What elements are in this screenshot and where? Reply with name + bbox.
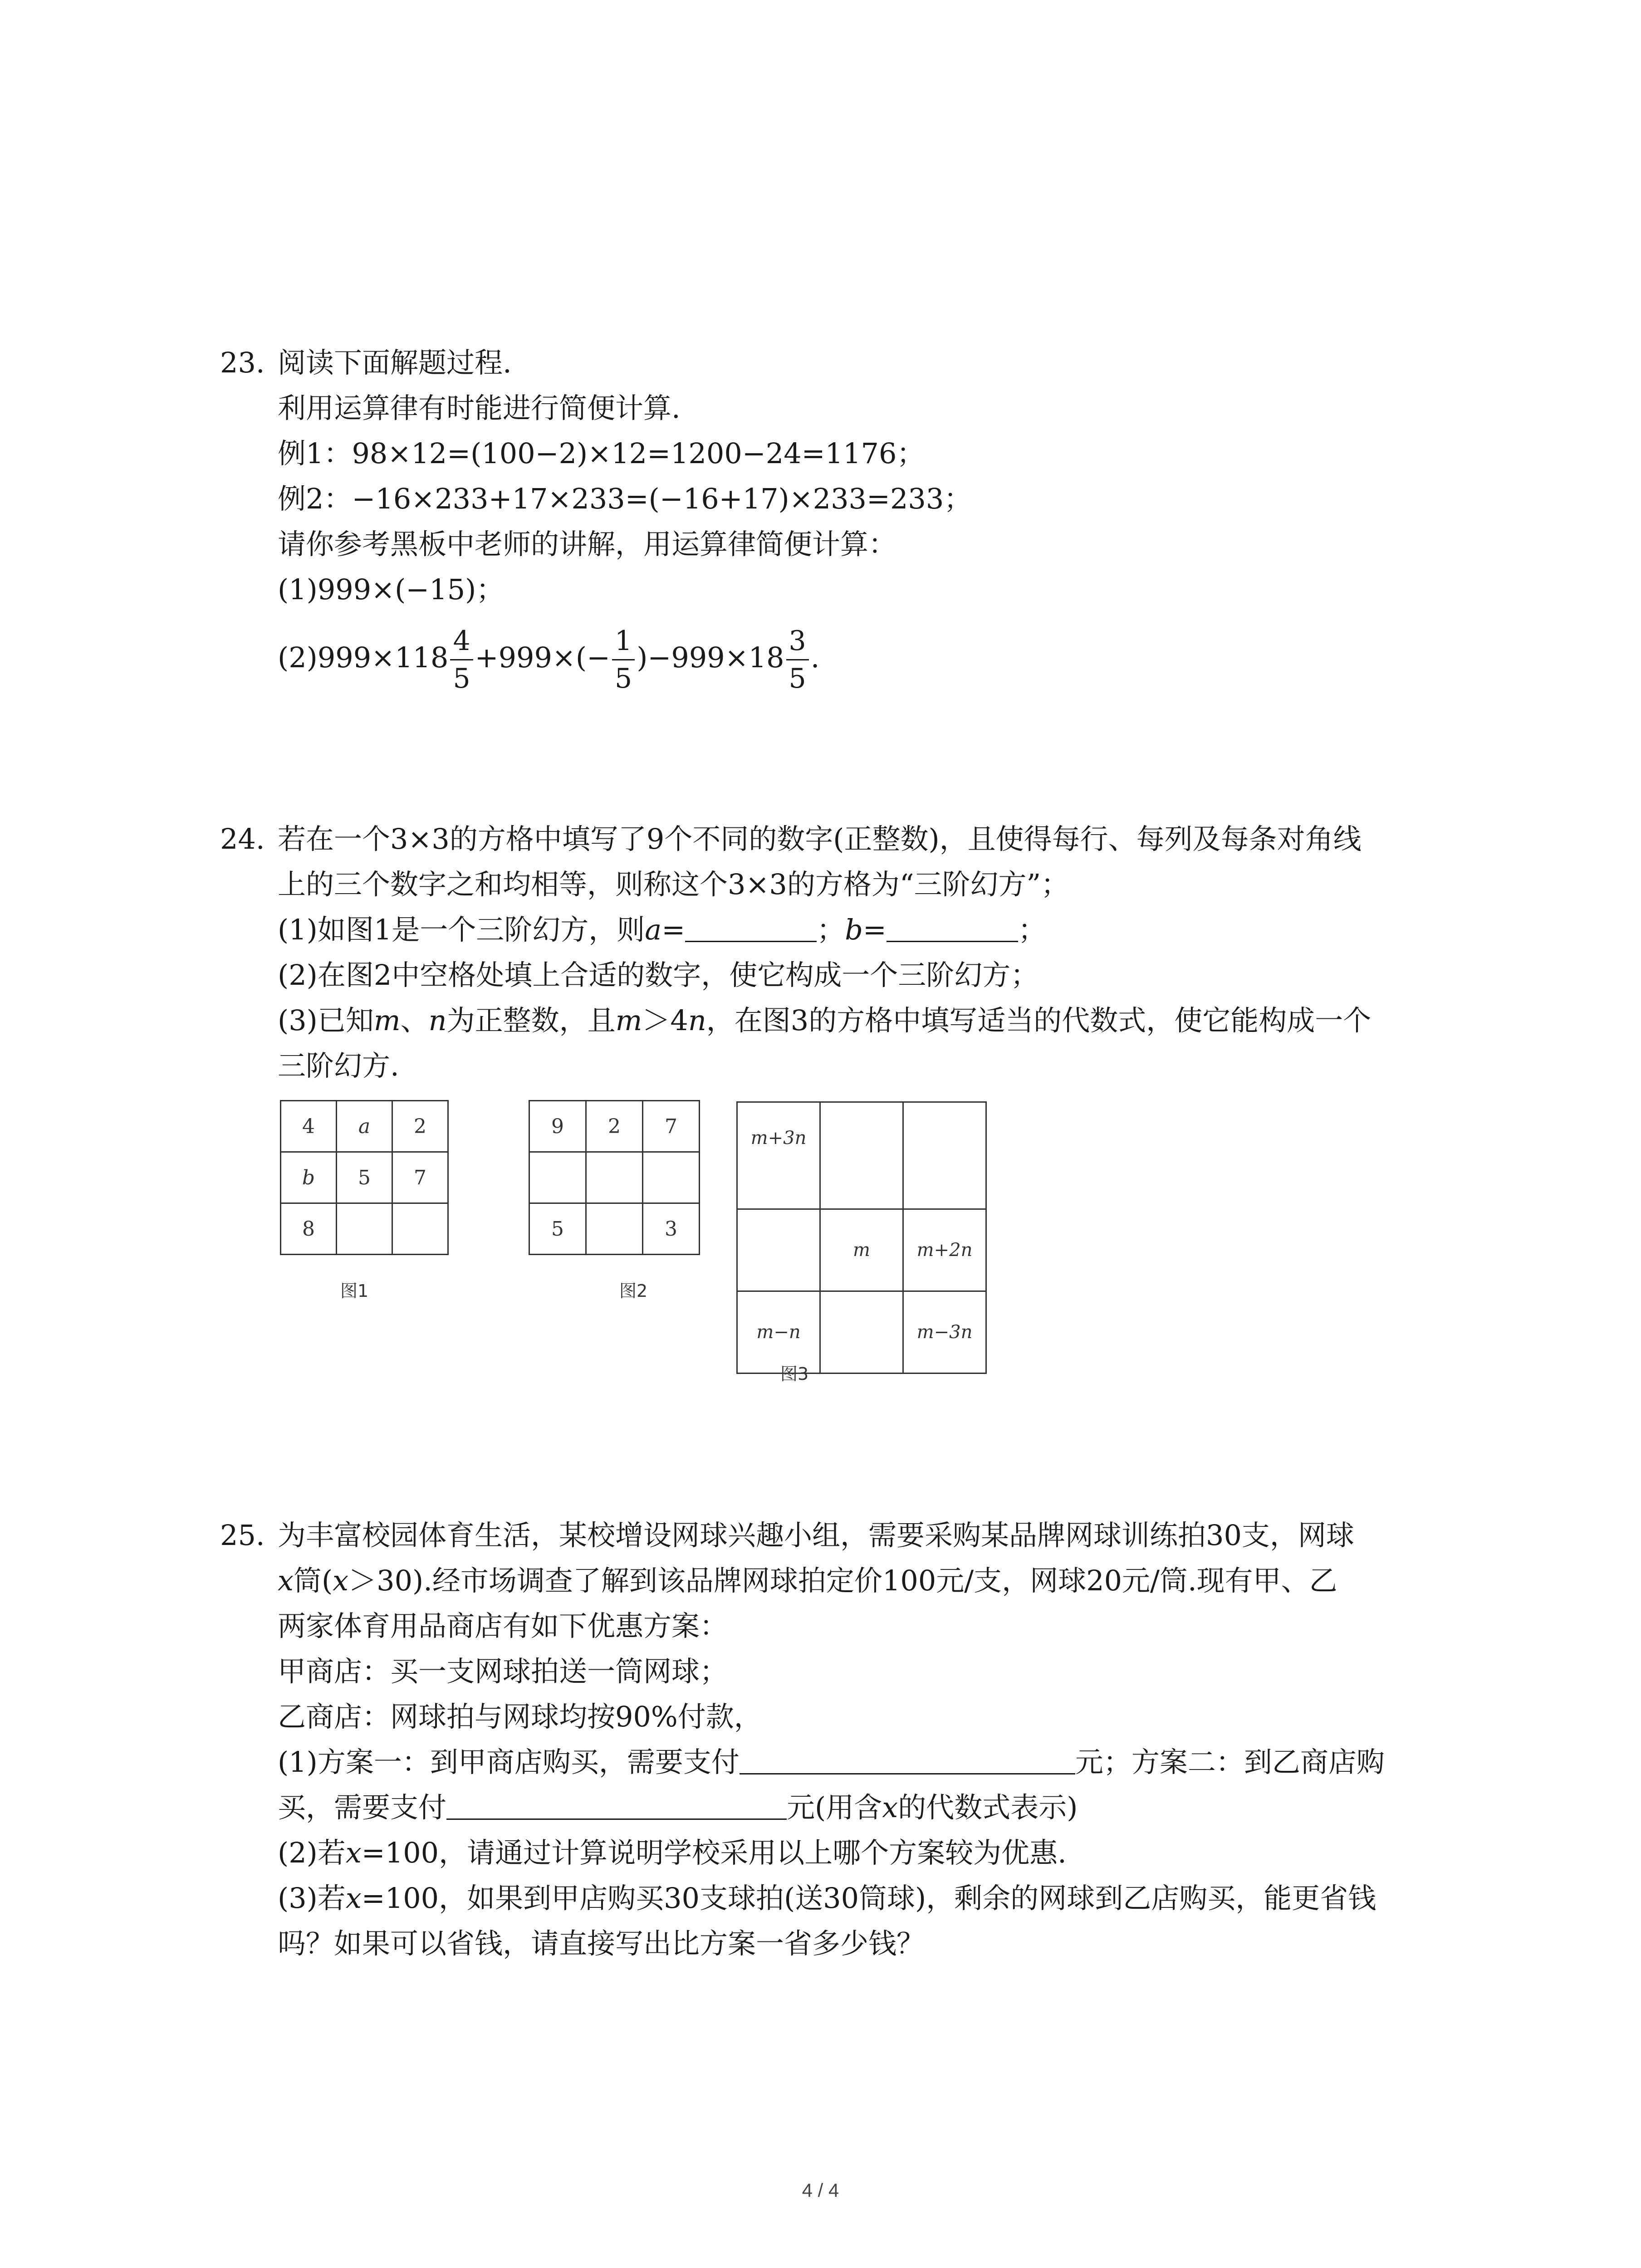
q25-shop-a: 甲商店：买一支网球拍送一筒网球； <box>278 1655 728 1688</box>
q25-text-2d: ＞30).经市场调查了解到该品牌网球拍定价100元/支，网球20元/筒.现有甲、乙 <box>348 1564 1337 1597</box>
q23-number: 23. <box>220 346 265 379</box>
answer-blank-plan-1[interactable] <box>740 1746 1075 1774</box>
q25-line-2 <box>220 1558 1463 1603</box>
fig1-cell: 5 <box>337 1152 392 1203</box>
q25-part-3 <box>220 1876 1463 1921</box>
fig3-cell <box>820 1102 903 1209</box>
variable-a: a <box>645 913 662 946</box>
fig3-cell: m−n <box>737 1291 820 1374</box>
fig1-cell: 7 <box>392 1152 448 1203</box>
fig1-cell: a <box>337 1101 392 1152</box>
variable-x: x <box>882 1791 898 1824</box>
fraction-denominator: 5 <box>789 663 806 695</box>
figure-2-caption: 图2 <box>619 1281 648 1301</box>
q23-instruction: 请你参考黑板中老师的讲解，用运算律简便计算： <box>278 528 897 561</box>
q24-p1-text: (1)如图1是一个三阶幻方，则 <box>278 913 645 946</box>
q24-p1-eq: = <box>661 913 686 946</box>
q23-title-line <box>220 340 1463 386</box>
q25-text-1: 为丰富校园体育生活，某校增设网球兴趣小组，需要采购某品牌网球训练拍30支，网球 <box>278 1519 1354 1552</box>
q24-p3-text-c: 为正整数，且 <box>446 1004 616 1037</box>
q25-p1-text-b: 元；方案二：到乙商店购 <box>1075 1745 1385 1779</box>
q25-p1-text-e: 的代数式表示) <box>898 1791 1078 1824</box>
q25-line-3: 两家体育用品商店有如下优惠方案： <box>278 1609 728 1642</box>
variable-x: x <box>345 1882 362 1915</box>
fraction-3-5 <box>786 625 809 695</box>
figure-1-caption: 图1 <box>340 1281 369 1301</box>
q23-example-2: 例2：−16×233+17×233=(−16+17)×233=233； <box>278 482 972 515</box>
q24-part-2: (2)在图2中空格处填上合适的数字，使它构成一个三阶幻方； <box>278 958 1039 992</box>
answer-blank-a[interactable] <box>685 914 817 942</box>
q25-p3-text-b: =100，如果到甲店购买30支球拍(送30筒球)，剩余的网球到乙店购买，能更省钱 <box>361 1882 1376 1915</box>
fig1-cell <box>337 1203 392 1255</box>
fig1-cell <box>392 1203 448 1255</box>
q25-p2-text-b: =100，请通过计算说明学校采用以上哪个方案较为优惠. <box>361 1836 1067 1869</box>
q23-example-1: 例1：98×12=(100−2)×12=1200−24=1176； <box>278 437 925 470</box>
q23-p2-text-c: )−999×18 <box>637 641 784 674</box>
q25-p1-text-a: (1)方案一：到甲商店购买，需要支付 <box>278 1745 740 1779</box>
q25-number: 25. <box>220 1519 265 1552</box>
fig1-cell: b <box>281 1152 337 1203</box>
q25-shop-b: 乙商店：网球拍与网球均按90%付款， <box>278 1700 762 1733</box>
answer-blank-b[interactable] <box>887 914 1018 942</box>
q24-part-1 <box>220 907 1463 953</box>
q24-line-1 <box>220 816 1463 862</box>
question-24 <box>220 816 1463 1089</box>
q23-p2-end: . <box>810 641 820 674</box>
fig2-cell <box>586 1152 643 1203</box>
fig3-cell: m+2n <box>903 1209 986 1291</box>
fig1-cell: 8 <box>281 1203 337 1255</box>
variable-m: m <box>615 1004 642 1037</box>
q23-p2-text-b: +999×(− <box>475 641 611 674</box>
question-23 <box>220 340 1463 703</box>
fig3-cell <box>903 1102 986 1209</box>
fig3-cell <box>737 1209 820 1291</box>
q24-line-2: 上的三个数字之和均相等，则称这个3×3的方格为“三阶幻方”； <box>278 868 1069 901</box>
fig2-cell: 7 <box>643 1101 700 1152</box>
fig2-cell: 9 <box>529 1101 586 1152</box>
fig3-cell <box>820 1291 903 1374</box>
fig1-cell: 4 <box>281 1101 337 1152</box>
q23-part-2 <box>220 612 1463 703</box>
q24-p3-text-b: 、 <box>400 1004 429 1037</box>
q25-text-2b: 筒( <box>293 1564 333 1597</box>
fig2-cell: 3 <box>643 1203 700 1255</box>
fig2-cell: 2 <box>586 1101 643 1152</box>
q24-part-3-cont: 三阶幻方. <box>278 1049 399 1082</box>
q24-part-3 <box>220 998 1463 1043</box>
figure-3-caption: 图3 <box>780 1364 809 1384</box>
question-25 <box>220 1513 1463 1966</box>
q25-p3-text-a: (3)若 <box>278 1882 346 1915</box>
q24-text-1: 若在一个3×3的方格中填写了9个不同的数字(正整数)，且使得每行、每列及每条对角线 <box>278 822 1362 855</box>
fraction-numerator: 4 <box>450 627 473 660</box>
fig3-cell: m <box>820 1209 903 1291</box>
page-number: 4 / 4 <box>802 2180 839 2201</box>
fraction-4-5 <box>450 625 473 695</box>
variable-x: x <box>333 1564 349 1597</box>
variable-n: n <box>428 1004 447 1037</box>
fraction-numerator: 3 <box>786 627 809 660</box>
q23-p2-text-a: (2)999×118 <box>278 641 449 674</box>
q25-part-3-cont: 吗？如果可以省钱，请直接写出比方案一省多少钱？ <box>278 1927 925 1960</box>
q24-number: 24. <box>220 822 265 855</box>
fraction-numerator: 1 <box>612 627 635 660</box>
q25-line-1 <box>220 1513 1463 1558</box>
fig2-cell <box>586 1203 643 1255</box>
fraction-1-5 <box>612 625 635 695</box>
fig2-cell <box>529 1152 586 1203</box>
figure-3-magic-square <box>736 1101 987 1374</box>
fraction-denominator: 5 <box>453 663 470 695</box>
q23-intro: 利用运算律有时能进行简便计算. <box>278 391 681 425</box>
variable-x: x <box>278 1564 294 1597</box>
fig1-cell: 2 <box>392 1101 448 1152</box>
q23-part-1: (1)999×(−15)； <box>278 573 505 606</box>
fig2-cell: 5 <box>529 1203 586 1255</box>
q23-title: 阅读下面解题过程. <box>278 346 512 379</box>
q25-p1-text-c: 买，需要支付 <box>278 1791 447 1824</box>
q24-p3-text-e: ，在图3的方格中填写适当的代数式，使它能构成一个 <box>706 1004 1372 1037</box>
fig3-cell: m+3n <box>737 1102 820 1209</box>
figure-1-magic-square <box>280 1100 449 1255</box>
answer-blank-plan-2[interactable] <box>446 1791 787 1820</box>
fig3-cell: m−3n <box>903 1291 986 1374</box>
q24-p1-eq2: = <box>862 913 887 946</box>
q25-p2-text-a: (2)若 <box>278 1836 346 1869</box>
fraction-denominator: 5 <box>615 663 632 695</box>
figure-2-magic-square <box>529 1100 700 1255</box>
variable-x: x <box>345 1836 362 1869</box>
variable-b: b <box>845 913 863 946</box>
q24-p3-text-d: ＞4 <box>642 1004 688 1037</box>
q25-part-2 <box>220 1830 1463 1876</box>
q25-part-1-cont <box>220 1785 1463 1830</box>
q25-p1-text-d: 元(用含 <box>787 1791 882 1824</box>
q24-p3-text-a: (3)已知 <box>278 1004 374 1037</box>
q24-p1-sep: ； <box>817 913 845 946</box>
fig2-cell <box>643 1152 700 1203</box>
variable-m: m <box>373 1004 401 1037</box>
q24-p1-end: ； <box>1018 913 1046 946</box>
q25-part-1 <box>220 1740 1463 1785</box>
variable-n: n <box>688 1004 706 1037</box>
